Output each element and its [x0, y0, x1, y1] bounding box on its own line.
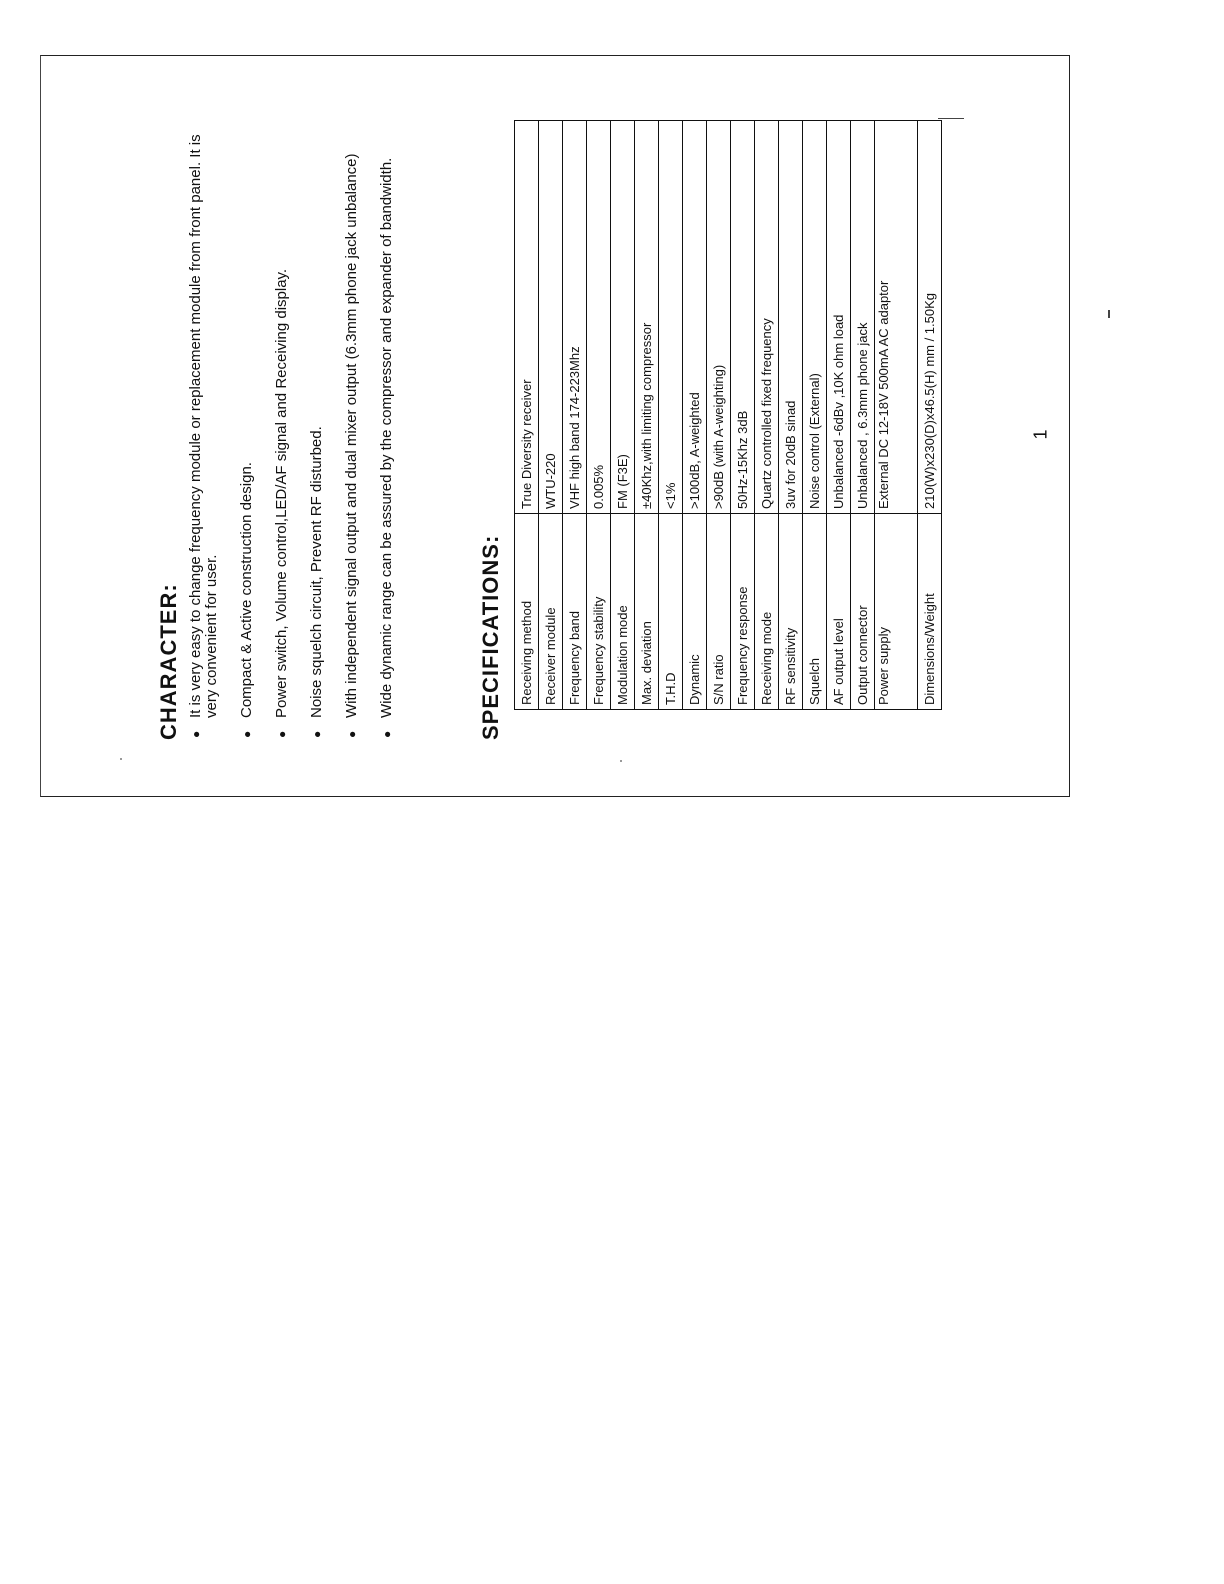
- spec-value: VHF high band 174-223Mhz: [563, 121, 587, 514]
- bullet-icon: ●: [189, 730, 203, 738]
- bullet-icon: ●: [275, 730, 289, 738]
- character-heading: CHARACTER:: [156, 583, 181, 740]
- spec-value: 50Hz-15Khz 3dB: [731, 121, 755, 514]
- spec-label: Receiver module: [539, 514, 563, 710]
- specifications-table: [514, 120, 942, 710]
- spec-label: Max. deviation: [635, 514, 659, 710]
- spec-value: >100dB, A-weighted: [683, 121, 707, 514]
- bullet-icon: ●: [240, 730, 254, 738]
- spec-value: Unbalanced -6dBv ,10K ohm load: [827, 121, 851, 514]
- spec-value: True Diversity receiver: [515, 121, 539, 514]
- spec-label: RF sensitivity: [779, 514, 803, 710]
- table-row: [779, 121, 803, 710]
- spec-label: Output connector: [851, 514, 875, 710]
- table-row: [803, 121, 827, 710]
- spec-label: Dynamic: [683, 514, 707, 710]
- table-row: [827, 121, 851, 710]
- spec-value: 210(W)x230(D)x46.5(H) mm / 1.50Kg: [918, 121, 942, 514]
- scan-mark: [620, 760, 622, 762]
- spec-label: Frequency band: [563, 514, 587, 710]
- table-row: [851, 121, 875, 710]
- spec-value: Quartz controlled fixed frequency: [755, 121, 779, 514]
- table-row: [539, 121, 563, 710]
- spec-label: Power supply: [875, 514, 918, 710]
- character-item: ● Noise squelch circuit, Prevent RF disturbed.: [308, 426, 325, 738]
- scan-mark: [120, 758, 122, 760]
- spec-value: Noise control (External): [803, 121, 827, 514]
- table-row: [731, 121, 755, 710]
- table-row: [635, 121, 659, 710]
- bullet-icon: ●: [345, 730, 359, 738]
- table-row: [563, 121, 587, 710]
- spec-value: FM (F3E): [611, 121, 635, 514]
- table-row: [875, 121, 918, 710]
- character-item: ● With independent signal output and dual mixer output (6.3mm phone jack unbalance): [343, 153, 360, 738]
- character-item: ● Power switch, Volume control,LED/AF signal and Receiving display.: [273, 268, 290, 738]
- character-item: ● It is very easy to change frequency module or replacement module from front panel. It is very convenient for user.: [187, 134, 220, 738]
- spec-label: Dimensions/Weight: [918, 514, 942, 710]
- spec-value: 3uv for 20dB sinad: [779, 121, 803, 514]
- character-item: ● Wide dynamic range can be assured by the compressor and expander of bandwidth.: [378, 157, 395, 738]
- table-row: [659, 121, 683, 710]
- character-list: [188, 120, 414, 740]
- page-number: 1: [1030, 429, 1051, 440]
- spec-label: S/N ratio: [707, 514, 731, 710]
- spec-label: Receiving mode: [755, 514, 779, 710]
- specifications-heading: SPECIFICATIONS:: [478, 534, 503, 740]
- table-row: [707, 121, 731, 710]
- bullet-icon: ●: [380, 730, 394, 738]
- spec-label: Frequency response: [731, 514, 755, 710]
- spec-value: <1%: [659, 121, 683, 514]
- spec-label: Modulation mode: [611, 514, 635, 710]
- scan-mark: [938, 118, 964, 119]
- table-row: [683, 121, 707, 710]
- spec-value: Unbalanced , 6.3mm phone jack: [851, 121, 875, 514]
- spec-label: Receiving method: [515, 514, 539, 710]
- spec-value: 0.005%: [587, 121, 611, 514]
- table-row: [587, 121, 611, 710]
- table-row: [918, 121, 942, 710]
- spec-value: ±40Khz,with limiting compressor: [635, 121, 659, 514]
- spec-label: Frequency stability: [587, 514, 611, 710]
- scan-mark: [1108, 310, 1110, 318]
- spec-value: External DC 12-18V 500mA AC adaptor: [875, 121, 918, 514]
- spec-label: Squelch: [803, 514, 827, 710]
- spec-label: AF output level: [827, 514, 851, 710]
- bullet-icon: ●: [310, 730, 324, 738]
- spec-value: >90dB (with A-weighting): [707, 121, 731, 514]
- rotated-content: [138, 120, 988, 740]
- table-row: [515, 121, 539, 710]
- table-row: [611, 121, 635, 710]
- character-item: ● Compact & Active construction design.: [238, 462, 255, 738]
- table-row: [755, 121, 779, 710]
- spec-label: T.H.D: [659, 514, 683, 710]
- spec-value: WTU-220: [539, 121, 563, 514]
